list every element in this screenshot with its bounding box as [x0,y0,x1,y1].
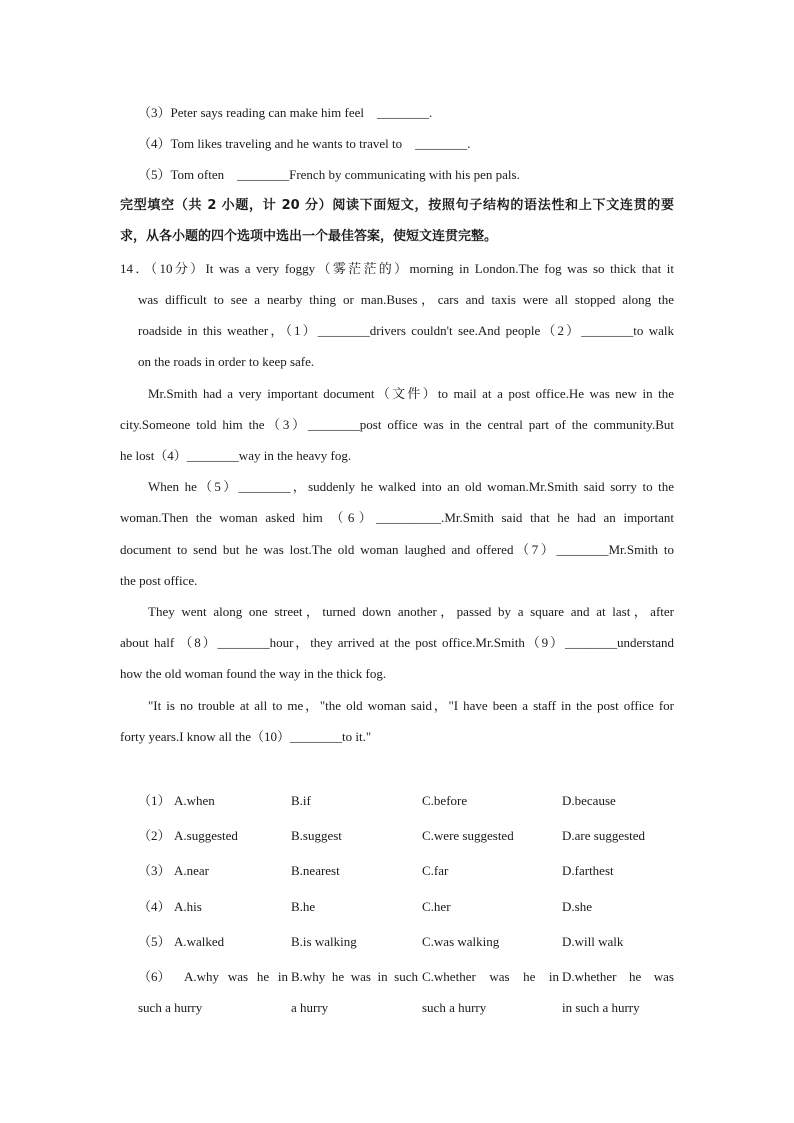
option-c-line1: C.whether was he in [422,969,559,984]
option-number: （5） [138,934,171,949]
option-b-line1: B.why he was in such [291,969,418,984]
option-d-line1: D.whether he was [562,969,674,984]
passage-line-14: how the old woman found the way in the thick fog. [120,666,387,681]
option-c: C.far [422,863,449,878]
option-a: A.his [174,899,202,914]
option-number: （4） [138,899,171,914]
question-5: （5）Tom often ________French by communicating with his pen pals. [138,167,520,182]
passage-line-7: he lost（4）________way in the heavy fog. [120,448,352,463]
option-b: B.suggest [291,828,342,843]
option-a: A.near [174,863,210,878]
option-d-line2: in such a hurry [562,1000,640,1015]
option-b-line2: a hurry [291,1000,329,1015]
option-a-line1: A.why was he in [184,969,288,984]
question-4: （4）Tom likes traveling and he wants to travel to ________. [138,136,471,151]
option-d: D.because [562,793,616,808]
option-d: D.she [562,899,592,914]
option-c: C.her [422,899,451,914]
passage-line-6: city.Someone told him the（3）________post office was in the central part of the community.But [120,417,674,432]
option-a: A.walked [174,934,225,949]
option-c: C.were suggested [422,828,514,843]
option-number: （2） [138,828,171,843]
option-number: （3） [138,863,171,878]
option-b: B.nearest [291,863,340,878]
option-a: A.suggested [174,828,238,843]
passage-line-5: Mr.Smith had a very important document（文件）to mail at a post office.He was new in the [148,386,674,401]
option-a-line2: such a hurry [138,1000,203,1015]
passage-line-1: 14．（10分）It was a very foggy（雾茫茫的）morning in London.The fog was so thick that it [120,261,674,276]
passage-line-10: document to send but he was lost.The old woman laughed and offered（7）________Mr.Smith to [120,542,674,557]
passage-line-9: woman.Then the woman asked him （6）__________.Mr.Smith said that he had an important [120,510,674,525]
option-c-line2: such a hurry [422,1000,487,1015]
passage-line-3: roadside in this weather，（1）________drivers couldn't see.And people（2）________to walk [138,323,674,338]
option-d: D.are suggested [562,828,646,843]
option-a: A.when [174,793,215,808]
option-d: D.farthest [562,863,614,878]
section-heading-line2: 求，从各小题的四个选项中选出一个最佳答案，使短文连贯完整。 [120,229,498,244]
passage-line-11: the post office. [120,573,198,588]
option-b: B.is walking [291,934,357,949]
passage-line-8: When he（5）________，suddenly he walked into an old woman.Mr.Smith said sorry to the [148,479,674,494]
passage-line-15: "It is no trouble at all to me，"the old woman said，"I have been a staff in the post office for [148,698,674,713]
question-3: （3）Peter says reading can make him feel ________. [138,105,433,120]
option-b: B.he [291,899,316,914]
option-number: （6） [138,969,171,984]
option-d: D.will walk [562,934,624,949]
option-b: B.if [291,793,311,808]
passage-line-12: They went along one street，turned down another，passed by a square and at last，after [148,604,674,619]
option-c: C.was walking [422,934,500,949]
option-c: C.before [422,793,468,808]
option-number: （1） [138,793,171,808]
passage-line-16: forty years.I know all the（10）________to it." [120,729,372,744]
passage-line-2: was difficult to see a nearby thing or man.Buses，cars and taxis were all stopped along the [138,292,674,307]
section-heading-line1: 完型填空（共 2 小题，计 20 分）阅读下面短文，按照句子结构的语法性和上下文连贯的要 [120,198,674,213]
passage-line-4: on the roads in order to keep safe. [138,354,315,369]
passage-line-13: about half （8）________hour，they arrived at the post office.Mr.Smith（9）________understand [120,635,674,650]
